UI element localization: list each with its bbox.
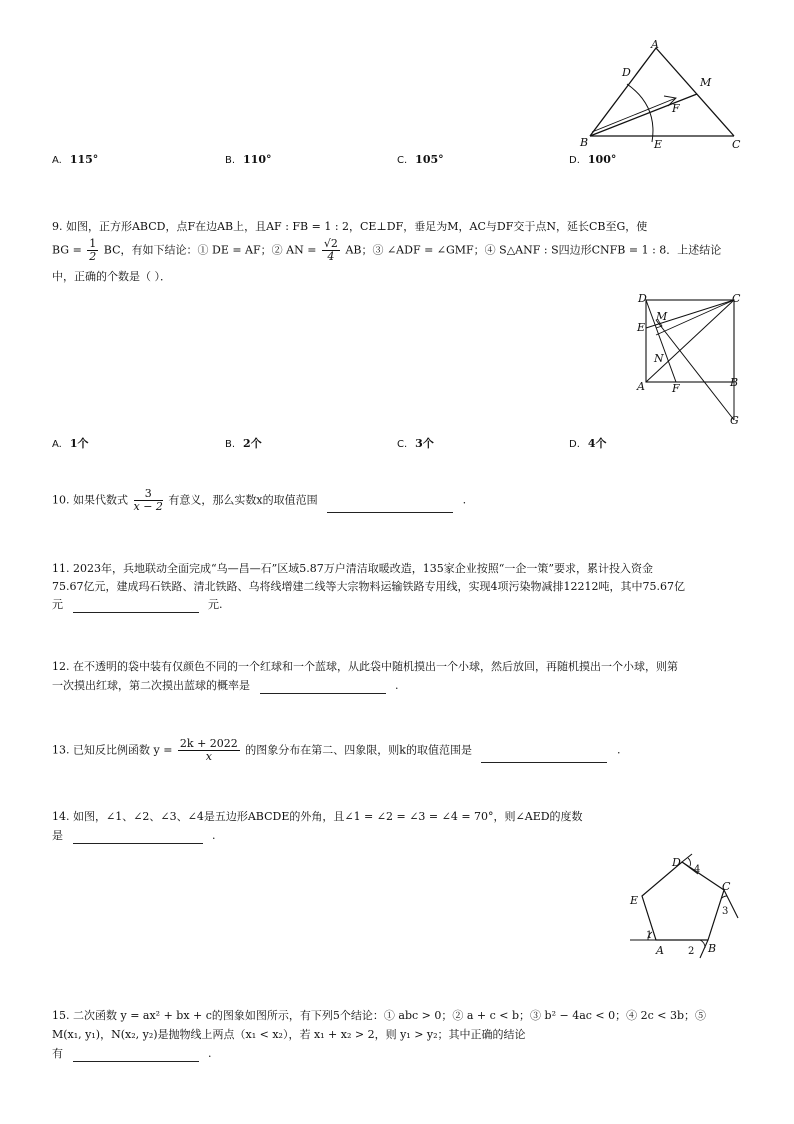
- q8-label-B: B: [580, 136, 589, 149]
- q15-line-1: 15. 二次函数 y = ax² + bx + c的图象如图所示，有下列5个结论：① abc > 0；② a + c < b；③ b² − 4ac < 0；④ 2c < 3b；⑤: [52, 1009, 707, 1022]
- q12-line-2: 一次摸出红球，第二次摸出蓝球的概率是 .: [52, 679, 399, 692]
- q8-label-A: A: [651, 38, 659, 51]
- q8-option-b[interactable]: B. 110°: [225, 153, 272, 166]
- q10-answer-blank[interactable]: [327, 499, 453, 513]
- q9-label-A: A: [637, 380, 645, 393]
- q9-fraction-half: $\frac{1}{2}$: [89, 237, 97, 263]
- q11-line-2: 75.67亿元，建成玛石铁路、清北铁路、乌将线增建二线等大宗物料运输铁路专用线，实现4项污染物减排12212吨，其中75.67亿: [52, 580, 685, 593]
- q9-label-D: D: [638, 292, 647, 305]
- q8-option-a[interactable]: A. 115°: [52, 153, 99, 166]
- q9-fraction-root2-4: $\frac{√2}{4}$: [323, 237, 338, 263]
- q9-line-3: 中，正确的个数是（ ）．: [52, 270, 171, 283]
- q8-option-d[interactable]: D. 100°: [569, 153, 617, 166]
- q9-label-G: G: [730, 414, 739, 427]
- q14-answer-blank[interactable]: [73, 830, 203, 844]
- q8-label-C: C: [732, 138, 741, 151]
- q10-question: 10. 如果代数式 $\frac{3}{x - 2}$ 有意义，那么实数x的取值范围 .: [52, 487, 467, 513]
- q9-option-d[interactable]: D. 4个: [569, 437, 607, 450]
- q9-option-b[interactable]: B. 2个: [225, 437, 262, 450]
- q14-angle-4: 4: [694, 864, 701, 875]
- q8-label-F: F: [672, 102, 680, 115]
- q12-line-1: 12. 在不透明的袋中装有仅颜色不同的一个红球和一个蓝球，从此袋中随机摸出一个小球，然后放回，再随机摸出一个小球，则第: [52, 660, 678, 673]
- q9-label-C: C: [732, 292, 741, 305]
- q9-option-a[interactable]: A. 1个: [52, 437, 89, 450]
- q14-line-1: 14. 如图，∠1、∠2、∠3、∠4是五边形ABCDE的外角，且∠1 = ∠2 = ∠3 = ∠4 = 70°，则∠AED的度数: [52, 810, 583, 823]
- q9-label-N: N: [654, 352, 664, 365]
- q11-line-1: 11. 2023年，兵地联动全面完成“乌—昌—石”区域5.87万户清洁取暖改造，135家企业按照“一企一策”要求，累计投入资金: [52, 562, 653, 575]
- q13-question: 13. 已知反比例函数 y = $\frac{2k + 2022}{x}$ 的图象分布在第二、四象限，则k的取值范围是 .: [52, 737, 621, 763]
- q9-option-c[interactable]: C. 3个: [397, 437, 434, 450]
- q9-label-F: F: [672, 382, 680, 395]
- q14-pentagon-figure: [626, 852, 756, 964]
- q9-line-2: BG = $\frac{1}{2}$ BC，有如下结论：① DE = AF；② AN = $\frac{√2}{4}$ AB；③ ∠ADF = ∠GMF；④ S△ANF : S四边形CNFB = 1 : 8．上述结论: [52, 237, 722, 263]
- q14-label-A: A: [656, 944, 664, 957]
- q8-triangle-figure: [572, 38, 752, 154]
- q13-answer-blank[interactable]: [481, 749, 607, 763]
- q9-square-figure: [634, 290, 744, 430]
- q14-angle-3: 3: [722, 906, 729, 917]
- q14-label-D: D: [672, 856, 681, 869]
- q14-label-E: E: [630, 894, 639, 907]
- q15-line-3: 有 .: [52, 1047, 212, 1060]
- q12-answer-blank[interactable]: [260, 680, 386, 694]
- q15-line-2: M(x₁, y₁)，N(x₂, y₂)是抛物线上两点（x₁ < x₂），若 x₁ + x₂ > 2，则 y₁ > y₂；其中正确的结论: [52, 1028, 526, 1041]
- q9-line-1: 9. 如图，正方形ABCD，点F在边AB上，且AF : FB = 1 : 2，CE⊥DF，垂足为M，AC与DF交于点N，延长CB至G，使: [52, 220, 648, 233]
- q9-label-B: B: [730, 376, 739, 389]
- q8-option-c[interactable]: C. 105°: [397, 153, 444, 166]
- q14-angle-2: 2: [688, 946, 695, 957]
- q8-label-D: D: [622, 66, 631, 79]
- q14-line-2: 是 .: [52, 829, 216, 842]
- q11-line-3: 元 元.: [52, 598, 223, 611]
- q9-label-M: M: [656, 310, 668, 323]
- q9-label-E: E: [637, 321, 646, 334]
- q10-fraction: $\frac{3}{x - 2}$: [133, 487, 163, 513]
- q15-answer-blank[interactable]: [73, 1048, 199, 1062]
- q13-fraction: $\frac{2k + 2022}{x}$: [179, 737, 238, 763]
- q11-answer-blank[interactable]: [73, 599, 199, 613]
- q14-angle-1: 1: [646, 930, 653, 941]
- q14-label-C: C: [722, 880, 731, 893]
- q8-label-M: M: [700, 76, 712, 89]
- q8-label-E: E: [654, 138, 663, 151]
- q14-label-B: B: [708, 942, 717, 955]
